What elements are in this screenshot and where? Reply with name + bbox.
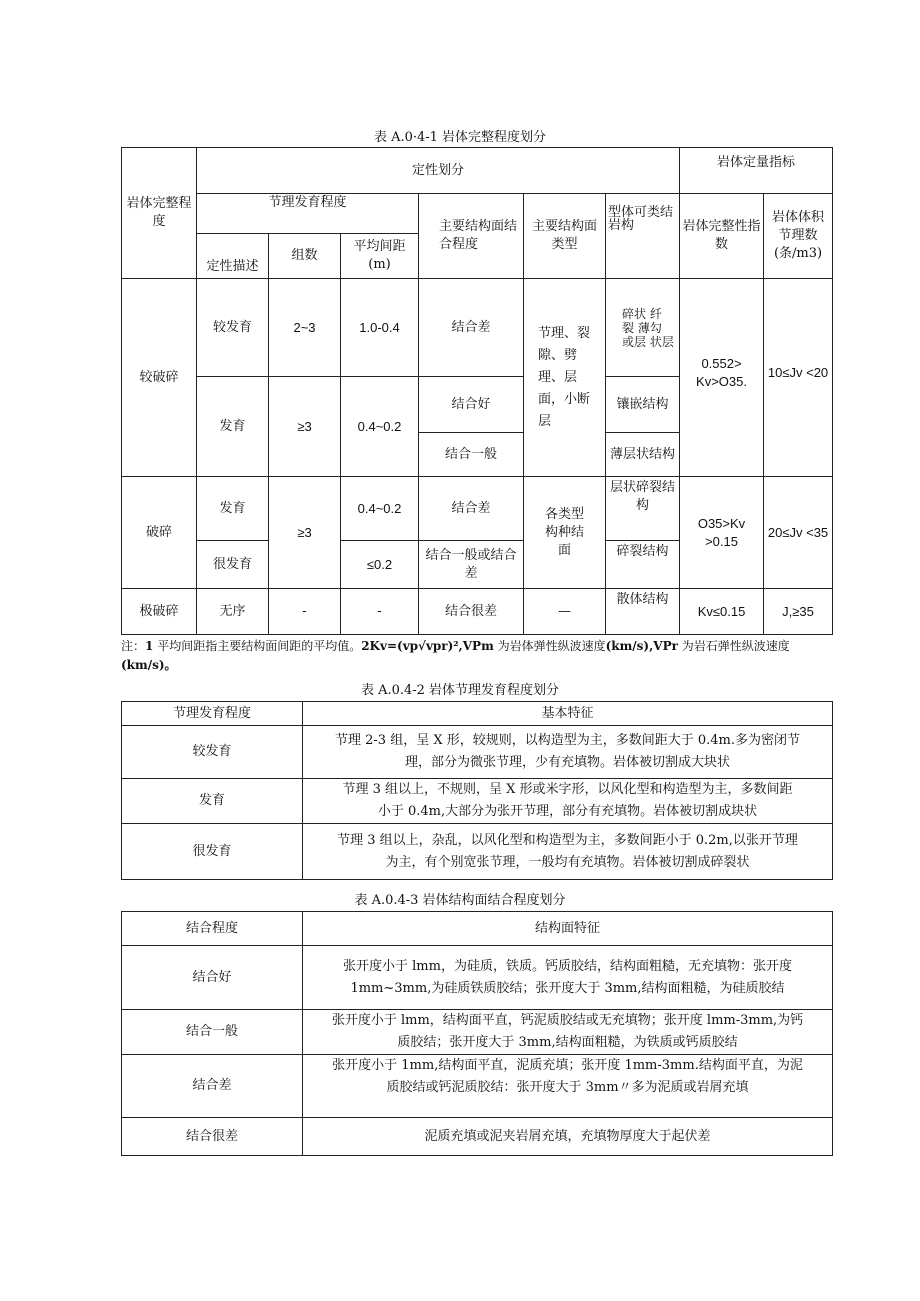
- header-description: 定性描述: [197, 234, 269, 279]
- cell-groups: 2~3: [269, 279, 341, 377]
- cell-kv: 0.552> Kv>O35.: [680, 279, 764, 477]
- grade-extremely-broken: 极破碎: [122, 589, 197, 635]
- header-basic-features: 基本特征: [303, 702, 833, 726]
- cell-spacing: 1.0-0.4: [341, 279, 419, 377]
- header-kv-index: 岩体完整性指数: [680, 194, 764, 279]
- bond-label: 结合一般: [122, 1010, 303, 1055]
- header-surface-features: 结构面特征: [303, 912, 833, 946]
- grade-relatively-broken: 较破碎: [122, 279, 197, 477]
- cell-spacing: 0.4~0.2: [341, 377, 419, 477]
- cell-kv: O35>Kv >0.15: [680, 477, 764, 589]
- cell-structure-type: 碎裂结构: [606, 541, 680, 589]
- header-integrity: 岩体完整程度: [122, 148, 197, 279]
- cell-bond: 结合好: [419, 377, 524, 433]
- cell-bond: 结合差: [419, 477, 524, 541]
- level-label: 很发育: [122, 824, 303, 880]
- table1-caption: 表 A.0·4-1 岩体完整程度划分: [373, 130, 547, 145]
- cell-structure-type: 散体结构: [606, 589, 680, 635]
- cell-structure-type: 薄层状结构: [606, 433, 680, 477]
- header-quantitative: 岩体定量指标: [680, 148, 833, 194]
- cell-surface-type: 节理、裂隙、劈理、层面，小断层: [524, 279, 606, 477]
- table2-joint-development: [121, 701, 833, 880]
- header-qualitative: 定性划分: [197, 148, 680, 194]
- cell-spacing: -: [341, 589, 419, 635]
- level-label: 较发育: [122, 726, 303, 779]
- cell-surface-type: 各类型构种结面: [524, 477, 606, 589]
- table3-bond-degree: [121, 911, 833, 1156]
- header-bond-degree: 主要结构面结合程度: [419, 194, 524, 279]
- table1-rock-integrity: [121, 147, 833, 635]
- header-joint-development: 节理发育程度: [197, 194, 419, 234]
- cell-desc: 发育: [197, 377, 269, 477]
- table3-caption: 表 A.0.4-3 岩体结构面结合程度划分: [354, 893, 566, 908]
- table2-caption: 表 A.0.4-2 岩体节理发育程度划分: [360, 683, 560, 698]
- cell-kv: Kv≤0.15: [680, 589, 764, 635]
- level-features: 节理 2-3 组，呈 X 形，较规则，以构造型为主，多数间距大于 0.4m.多为密闭节 理，部分为微张节理，少有充填物。岩体被切割成大块状: [303, 726, 833, 779]
- cell-structure-type: 镶嵌结构: [606, 377, 680, 433]
- header-joint-level: 节理发育程度: [122, 702, 303, 726]
- header-structure-type: 型体可类结岩构: [606, 194, 680, 279]
- cell-desc: 很发育: [197, 541, 269, 589]
- cell-surface-type: —: [524, 589, 606, 635]
- bond-label: 结合差: [122, 1055, 303, 1118]
- cell-desc: 发育: [197, 477, 269, 541]
- cell-groups: ≥3: [269, 477, 341, 589]
- cell-groups: ≥3: [269, 377, 341, 477]
- level-label: 发育: [122, 779, 303, 824]
- bond-label: 结合很差: [122, 1118, 303, 1156]
- cell-structure-type: 碎状 纤 裂 薄勾 或层 状层: [606, 279, 680, 377]
- cell-bond: 结合一般或结合差: [419, 541, 524, 589]
- cell-desc: 无序: [197, 589, 269, 635]
- level-features: 节理 3 组以上，不规则，呈 X 形或米字形，以风化型和构造型为主，多数间距 小于 0.4m,大部分为张开节理，部分有充填物。岩体被切割成块状: [303, 779, 833, 824]
- header-surface-type: 主要结构面类型: [524, 194, 606, 279]
- bond-features: 泥质充填或泥夹岩屑充填，充填物厚度大于起伏差: [303, 1118, 833, 1156]
- cell-bond: 结合差: [419, 279, 524, 377]
- header-spacing: 平均间距(m): [341, 234, 419, 279]
- cell-groups: -: [269, 589, 341, 635]
- bond-features: 张开度小于 1mm,结构面平直，泥质充填；张开度 1mm-3mm.结构面平直，为泥 质胶结或钙泥质胶结：张开度大于 3mm〃多为泥质或岩屑充填: [303, 1055, 833, 1118]
- cell-bond: 结合很差: [419, 589, 524, 635]
- cell-jv: 10≤Jv <20: [764, 279, 833, 477]
- table1-footnote: 注：1 平均间距指主要结构面间距的平均值。2Kv=(vp√vpr)²,VPm 为岩体弹性纵波速度(km/s),VPr 为岩石弹性纵波速度(km/s)。: [121, 639, 790, 672]
- cell-bond: 结合一般: [419, 433, 524, 477]
- level-features: 节理 3 组以上，杂乱，以风化型和构造型为主，多数间距小于 0.2m,以张开节理 为主，有个别宽张节理，一般均有充填物。岩体被切割成碎裂状: [303, 824, 833, 880]
- bond-features: 张开度小于 lmm，结构面平直，钙泥质胶结或无充填物；张开度 lmm-3mm,为钙 质胶结；张开度大于 3mm,结构面粗糙，为铁质或钙质胶结: [303, 1010, 833, 1055]
- header-bond-level: 结合程度: [122, 912, 303, 946]
- bond-label: 结合好: [122, 946, 303, 1010]
- cell-jv: J,≥35: [764, 589, 833, 635]
- bond-features: 张开度小于 lmm，为硅质，铁质。钙质胶结，结构面粗糙，无充填物：张开度 1mm~3mm,为硅质铁质胶结；张开度大于 3mm,结构面粗糙，为硅质胶结: [303, 946, 833, 1010]
- cell-desc: 较发育: [197, 279, 269, 377]
- grade-broken: 破碎: [122, 477, 197, 589]
- header-groups: 组数: [269, 234, 341, 279]
- header-jv-count: 岩体体积节理数(条/m3): [764, 194, 833, 279]
- cell-spacing: ≤0.2: [341, 541, 419, 589]
- cell-jv: 20≤Jv <35: [764, 477, 833, 589]
- cell-spacing: 0.4~0.2: [341, 477, 419, 541]
- cell-structure-type: 层状碎裂结构: [606, 477, 680, 541]
